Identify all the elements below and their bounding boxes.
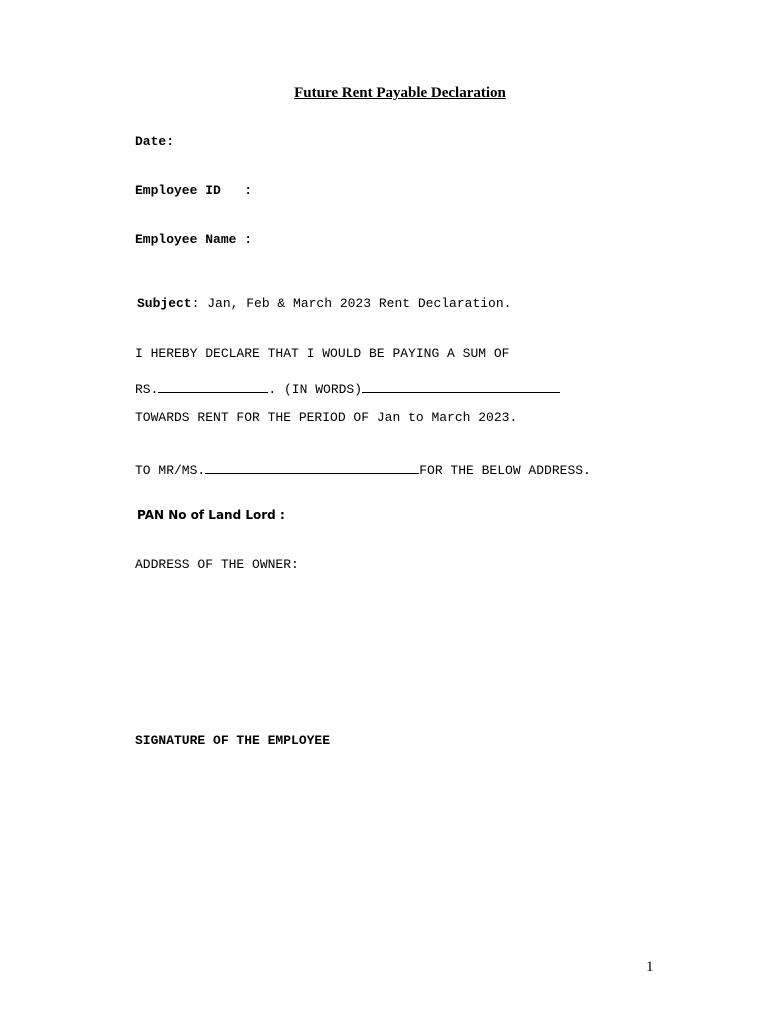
rs-prefix: RS.	[135, 382, 159, 397]
amount-number-blank[interactable]	[158, 378, 268, 393]
employee-name-label: Employee Name :	[135, 232, 253, 247]
payee-line	[135, 459, 591, 478]
amount-words-blank[interactable]	[362, 378, 560, 393]
page-number: 1	[646, 959, 654, 975]
owner-address-label: ADDRESS OF THE OWNER:	[135, 557, 299, 572]
to-suffix: FOR THE BELOW ADDRESS.	[419, 463, 591, 478]
employee-id-label: Employee ID :	[135, 183, 253, 198]
signature-label: SIGNATURE OF THE EMPLOYEE	[135, 733, 331, 748]
document-title: Future Rent Payable Declaration	[294, 85, 506, 101]
subject-text: : Jan, Feb & March 2023 Rent Declaration.	[191, 296, 512, 311]
subject-line	[137, 296, 511, 311]
in-words-label: . (IN WORDS)	[268, 382, 363, 397]
amount-line	[135, 378, 560, 397]
declaration-line: I HEREBY DECLARE THAT I WOULD BE PAYING A SUM OF	[135, 346, 510, 361]
subject-label: Subject	[137, 296, 192, 311]
pan-label: PAN No of Land Lord :	[137, 508, 285, 522]
to-prefix: TO MR/MS.	[135, 463, 206, 478]
period-line: TOWARDS RENT FOR THE PERIOD OF Jan to March 2023.	[135, 410, 518, 425]
date-label: Date:	[135, 134, 175, 149]
payee-name-blank[interactable]	[205, 459, 419, 474]
